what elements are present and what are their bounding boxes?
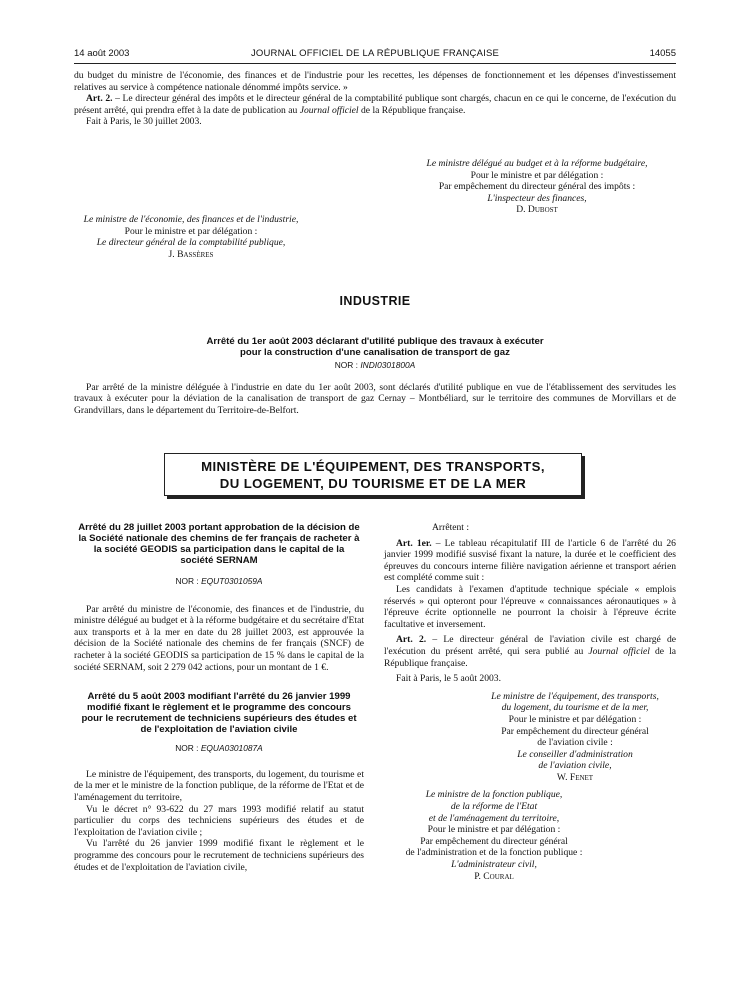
header-page-number: 14055 [649, 48, 676, 59]
signature-line: Le ministre de l'économie, des finances et de l'industrie, [83, 214, 299, 225]
signature-line: Pour le ministre et par délégation : [470, 169, 604, 181]
signature-line: Le directeur général de la comptabilité publique, [96, 237, 286, 249]
nor-label: NOR : [175, 743, 199, 754]
signatory-name: W. Fenet [556, 771, 594, 783]
signature-line: Le conseiller d'administration [517, 748, 633, 760]
journal-officiel-ref: Journal officiel [588, 645, 650, 657]
nor-code: EQUA0301087A [200, 743, 263, 754]
signature-line: Par empêchement du directeur général [420, 835, 568, 847]
nor-label: NOR : [175, 576, 199, 586]
visa-paragraph: Vu le décret n° 93-622 du 27 mars 1993 modifié relatif au statut particulier du corps des techniciens supérieurs des études et de l'exploitation de l'aviation civile ; [74, 803, 364, 838]
signature-line: Le ministre de la fonction publique, [425, 789, 563, 801]
nor-label: NOR : [334, 360, 358, 370]
arrete-body: Par arrêté de la ministre déléguée à l'industrie en date du 1er août 2003, sont déclarés d'utilité publique en vue de l'établissement des servitudes les travaux à exécuter pour la déviation de la canalisation de transport de gaz Cernay – Montbéliard, sur le territoire des communes de Morvillars et de Grandvillars, dans le département du Territoire-de-Belfort. [74, 381, 676, 416]
arrete-title-geodis: Arrêté du 28 juillet 2003 portant approbation de la décision de la Société nationale des chemins de fer français de racheter à la société GEODIS sa participation dans le capital de la société SERNAM [78, 522, 360, 566]
ministry-line: MINISTÈRE DE L'ÉQUIPEMENT, DES TRANSPORTS, [201, 459, 545, 474]
article-label: Art. 2. [86, 93, 113, 105]
signature-fonction-publique [374, 789, 614, 882]
running-header [74, 48, 676, 62]
visa-paragraph: Vu l'arrêté du 26 janvier 1999 modifié fixant le règlement et le programme des concours pour le recrutement de techniciens supérieurs des études et de l'exploitation de l'aviation civile, [74, 838, 364, 873]
article-2-top [74, 93, 676, 116]
signature-line: Par empêchement du directeur général des impôts : [438, 181, 636, 193]
arretent: Arrêtent : [432, 522, 470, 533]
signature-line: de l'administration et de la fonction publique : [405, 847, 583, 859]
article-2 [384, 634, 676, 669]
article-text-end: de la République française. [358, 104, 466, 116]
continued-paragraph: du budget du ministre de l'économie, des finances et de l'industrie pour les recettes, les dépenses de fonctionnement et les dépenses d'investissement relatives au service à compétence nationale dénommé impôts service. » [74, 70, 676, 93]
signature-line: de la réforme de l'Etat [450, 801, 538, 813]
left-column [74, 522, 364, 873]
signature-line: de l'aviation civile, [538, 760, 612, 772]
header-rule [74, 63, 676, 64]
nor-code: INDI0301800A [360, 360, 416, 370]
journal-officiel-ref: Journal officiel [299, 104, 359, 116]
signature-line: de l'aviation civile : [537, 737, 613, 749]
arrete-body-geodis: Par arrêté du ministre de l'économie, des finances et de l'industrie, du ministre délégué au budget et à la réforme budgétaire et du secrétaire d'Etat aux transports et à la mer en date du 28 juillet 2003, est approuvée la décision de la Société nationale des chemins de fer français (SNCF) de racheter à la société GEODIS sa participation de 15 % dans le capital de la société SERNAM, soit 2 279 042 actions, pour un montant de 1 €. [74, 603, 364, 673]
signatory-name: J. Bassères [168, 248, 214, 260]
signature-line: du logement, du tourisme et de la mer, [501, 702, 649, 714]
signature-line: Pour le ministre et par délégation : [508, 713, 642, 725]
signature-line: L'inspecteur des finances, [487, 192, 587, 204]
nor-reference [74, 576, 364, 588]
signature-line: Par empêchement du directeur général [501, 725, 649, 737]
nor-reference [74, 360, 676, 372]
nor-code: EQUT0301059A [201, 576, 263, 586]
article-label: Art. 2. [396, 634, 427, 646]
arrete-title: Arrêté du 1er août 2003 déclarant d'utilité publique des travaux à exécuter [206, 336, 544, 347]
article-text-end: de la République française. [384, 645, 677, 669]
arrete-industrie [74, 336, 676, 416]
ministry-header-box [164, 453, 582, 496]
header-date: 14 août 2003 [74, 48, 130, 59]
signature-line: et de l'aménagement du territoire, [428, 812, 560, 824]
ministry-line: DU LOGEMENT, DU TOURISME ET DE LA MER [219, 476, 527, 491]
signature-line: Le ministre de l'équipement, des transports, [491, 690, 659, 702]
signature-equipement [384, 691, 676, 784]
article-text: – Le directeur général de l'aviation civile est chargé de l'exécution du présent arrêté, qui sera publié au [384, 634, 677, 657]
section-title-industrie: INDUSTRIE [339, 294, 411, 308]
signature-line: Pour le ministre et par délégation : [124, 225, 258, 237]
article-text: – Le directeur général des impôts et le directeur général de la comptabilité publique sont chargés, chacun en ce qui le concerne, de l'exécution du présent arrêté, qui prendra effet à la date de publication au [74, 93, 677, 116]
article-1-paragraph: Les candidats à l'examen d'aptitude technique spéciale « emplois réservés » qui opteront pour l'épreuve « connaissances aéronautiques » à l'épreuve écrite optionnelle ne pourront la choisir à l'épreuve écrite facultative et inversement. [384, 583, 676, 630]
signature-line: Le ministre délégué au budget et à la réforme budgétaire, [426, 158, 648, 169]
header-journal-title: JOURNAL OFFICIEL DE LA RÉPUBLIQUE FRANÇAISE [250, 48, 500, 59]
signature-line: L'administrateur civil, [451, 859, 537, 871]
nor-reference [74, 743, 364, 755]
visa-paragraph: Le ministre de l'équipement, des transports, du logement, du tourisme et de la mer et le ministre de la fonction publique, de la réforme de l'Etat et de l'aménagement du territoire, [74, 768, 364, 803]
signature-budget [392, 158, 682, 216]
signature-line: Pour le ministre et par délégation : [427, 824, 561, 836]
article-1 [384, 538, 676, 584]
signatory-name: D. Dubost [516, 204, 558, 216]
fait-a-paris: Fait à Paris, le 5 août 2003. [396, 673, 501, 685]
signatory-name: P. Coural [474, 870, 514, 882]
arrete-title-aviation: Arrêté du 5 août 2003 modifiant l'arrêté du 26 janvier 1999 modifié fixant le règlement et le programme des concours pour le recrutement de techniciens supérieurs des études et de l'exploitation de l'aviation civile [81, 691, 357, 736]
article-label: Art. 1er. [396, 537, 432, 549]
right-column [384, 522, 676, 882]
signature-economie [56, 214, 326, 260]
article-text: – Le tableau récapitulatif III de l'article 6 de l'arrêté du 26 janvier 1999 modifié susvisé fixant la nature, la durée et le coefficient des épreuves du concours interne filière navigation aérienne et transport aérien est complété comme suit : [384, 537, 676, 584]
continued-arrete [74, 70, 676, 128]
fait-a-paris: Fait à Paris, le 30 juillet 2003. [86, 116, 202, 128]
arrete-title: pour la construction d'une canalisation de transport de gaz [240, 347, 510, 358]
